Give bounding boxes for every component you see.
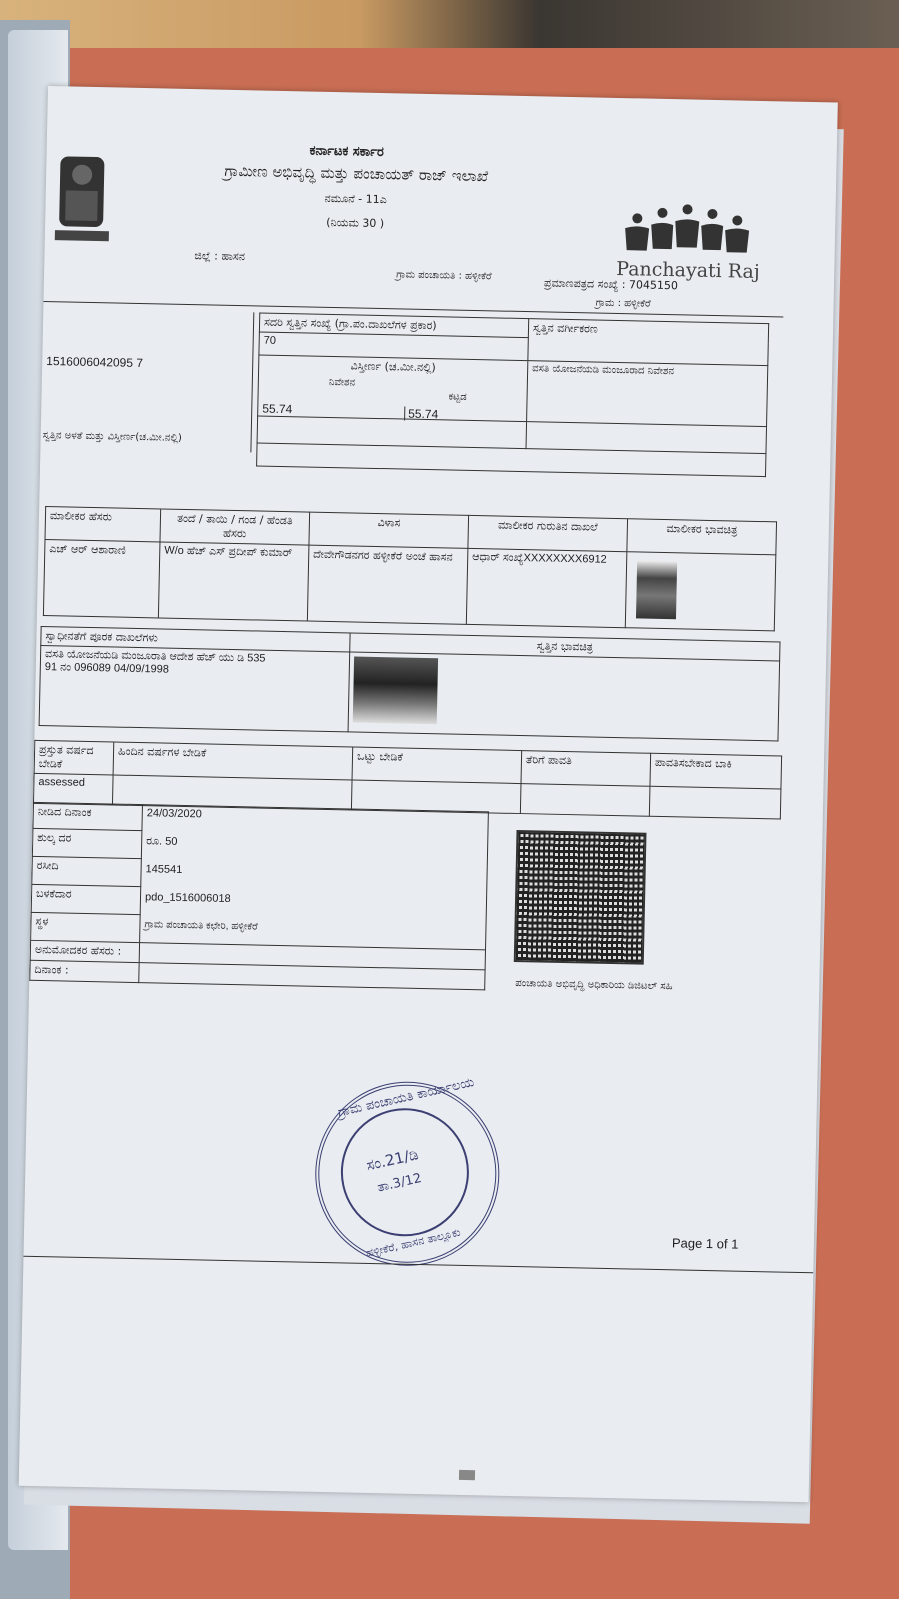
- owner-photo-cell: [625, 552, 776, 631]
- seal-number: ಸಂ.21/ಡಿ: [364, 1145, 421, 1175]
- owner-header-name: ಮಾಲೀಕರ ಹೆಸರು: [45, 507, 161, 542]
- owner-table: [43, 506, 777, 631]
- issue-receipt: 145541: [145, 863, 183, 876]
- owner-header-address: ವಿಳಾಸ: [309, 512, 469, 548]
- owner-relation: W/o ಹೆಚ್ ಎಸ್ ಪ್ರದೀಪ್ ಕುಮಾರ್: [158, 542, 309, 621]
- building-area: 55.74: [404, 407, 438, 422]
- issue-table: [29, 802, 489, 991]
- supporting-table: [39, 626, 781, 741]
- supporting-docs: [39, 645, 350, 731]
- site-area: 55.74: [262, 401, 293, 417]
- issue-values: [140, 805, 489, 950]
- village: ಗ್ರಾಮ : ಹಳ್ಳೀಕೆರೆ: [595, 297, 651, 310]
- owner-header-photo: ಮಾಲೀಕರ ಭಾವಚಿತ್ರ: [627, 519, 777, 555]
- dept-title: ಗ್ರಾಮೀಣ ಅಭಿವೃದ್ಧಿ ಮತ್ತು ಪಂಚಾಯತ್ ರಾಜ್ ಇಲಾಖೆ: [224, 161, 489, 186]
- property-type-label: ಸ್ವತ್ತಿನ ವರ್ಗೀಕರಣ: [528, 319, 769, 366]
- seal-top: ಗ್ರಾಮ ಪಂಚಾಯತಿ ಕಾರ್ಯಾಲಯ: [336, 1074, 476, 1121]
- office-seal: [297, 1064, 517, 1284]
- property-code: 1516006042095 7: [46, 354, 144, 371]
- karnataka-emblem-icon: [50, 146, 114, 257]
- owner-id-doc: ಆಧಾರ್ ಸಂಖ್ಯೆXXXXXXXX6912: [466, 548, 627, 627]
- issue-label-place: ಸ್ಥಳ: [31, 912, 141, 942]
- tax-header-total: ಒಟ್ಟು ಬೇಡಿಕೆ: [352, 747, 522, 784]
- owner-photo: [636, 560, 677, 619]
- rule-number: (ನಿಯಮ 30 ): [326, 215, 385, 231]
- left-labels: [40, 308, 254, 452]
- tax-header-previous: ಹಿಂದಿನ ವರ್ಷಗಳ ಬೇಡಿಕೆ: [113, 742, 353, 780]
- seal-bottom: ಹಳ್ಳೀಕೆರೆ, ಹಾಸನ ತಾಲ್ಲೂಕು: [364, 1225, 462, 1260]
- issue-label-receipt: ರಸೀದಿ: [32, 856, 142, 886]
- tax-header-current: ಪ್ರಸ್ತುತ ವರ್ಷದ ಬೇಡಿಕೆ: [34, 740, 114, 775]
- area-row-label: ಸ್ವತ್ತಿನ ಅಳತೆ ಮತ್ತು ವಿಸ್ತೀರ್ಣ(ಚ.ಮೀ.ನಲ್ಲಿ): [42, 429, 182, 444]
- tax-header-paid: ತೆರಿಗೆ ಪಾವತಿ: [521, 751, 651, 787]
- owner-header-id: ಮಾಲೀಕರ ಗುರುತಿನ ದಾಖಲೆ: [468, 515, 628, 551]
- issue-user: pdo_1516006018: [144, 891, 231, 906]
- supporting-line-1: ವಸತಿ ಯೋಜನೆಯಡಿ ಮಂಜೂರಾತಿ ಆದೇಶ ಹೆಚ್ ಯು ಡಿ 535: [44, 648, 266, 665]
- property-type-value: ವಸತಿ ಯೋಜನೆಯಡಿ ಮಂಜೂರಾದ ನಿವೇಶನ: [527, 361, 768, 427]
- building-label: ಕಟ್ಟಡ: [448, 391, 467, 403]
- property-id-value: 70: [259, 332, 528, 361]
- property-photo: [353, 657, 438, 725]
- issue-label-date: ನೀಡಿದ ದಿನಾಂಕ: [33, 802, 143, 830]
- owner-address: ದೇವೇಗೌಡನಗರ ಹಳ್ಳೀಕೆರೆ ಅಂಚೆ ಹಾಸನ: [307, 545, 468, 624]
- issue-label-approval-date: ದಿನಾಂಕ :: [30, 960, 139, 982]
- supporting-label: ಸ್ವಾಧೀನತೆಗೆ ಪೂರಕ ದಾಖಲೆಗಳು: [41, 626, 350, 651]
- issue-date: 24/03/2020: [146, 807, 202, 821]
- form-number: ನಮೂನೆ - 11ಎ: [324, 191, 387, 207]
- issue-fee: ರೂ. 50: [146, 835, 178, 848]
- property-photo-cell: [348, 652, 780, 741]
- owner-header-relation: ತಂದೆ / ತಾಯಿ / ಗಂಡ / ಹೆಂಡತಿ ಹೆಸರು: [160, 509, 310, 545]
- area-label: ವಿಸ್ತೀರ್ಣ (ಚ.ಮೀ.ನಲ್ಲಿ): [350, 359, 436, 375]
- seal-date: ತಾ.3/12: [376, 1170, 424, 1196]
- signature-caption: ಪಂಚಾಯತಿ ಅಭಿವೃದ್ಧಿ ಅಧಿಕಾರಿಯ ಡಿಜಿಟಲ್ ಸಹಿ: [515, 977, 673, 993]
- binding-clip: [459, 1470, 475, 1480]
- site-label: ನಿವೇಶನ: [328, 376, 356, 389]
- tax-first-cell: assessed: [33, 773, 113, 805]
- qr-code: [514, 830, 647, 965]
- issue-label-fee: ಶುಲ್ಕ ದರ: [32, 828, 142, 858]
- certificate-number: ಪ್ರಮಾಣಪತ್ರದ ಸಂಖ್ಯೆ : 7045150: [543, 276, 679, 293]
- logo-text: Panchayati Raj: [616, 257, 760, 283]
- tax-header-balance: ಪಾವತಿಸಬೇಕಾದ ಬಾಕಿ: [650, 753, 782, 789]
- issue-label-user: ಬಳಕೆದಾರ: [31, 884, 141, 914]
- supporting-line-2: 91 ನಂ 096089 04/09/1998: [44, 661, 170, 676]
- page-number: Page 1 of 1: [671, 1235, 739, 1252]
- certificate-sheet: [19, 86, 838, 1502]
- property-photo-label: ಸ್ವತ್ತಿನ ಭಾವಚಿತ್ರ: [350, 633, 780, 661]
- district: ಜಿಲ್ಲೆ : ಹಾಸನ: [194, 249, 246, 264]
- area-cell: [258, 355, 528, 422]
- property-table: [256, 312, 769, 477]
- gram-panchayat: ಗ್ರಾಮ ಪಂಚಾಯತಿ : ಹಳ್ಳೀಕೆರೆ: [396, 269, 492, 283]
- govt-title: ಕರ್ನಾಟಕ ಸರ್ಕಾರ: [309, 143, 384, 161]
- issue-label-approver: ಅನುಮೋದಕರ ಹೆಸರು :: [30, 940, 139, 962]
- owner-name: ಎಚ್ ಆರ್ ಆಶಾರಾಣಿ: [43, 540, 160, 618]
- issue-place: ಗ್ರಾಮ ಪಂಚಾಯತಿ ಕಛೇರಿ, ಹಳ್ಳೀಕೆರೆ: [144, 919, 258, 933]
- property-id-label: ಸದರಿ ಸ್ವತ್ತಿನ ಸಂಖ್ಯೆ (ಗ್ರಾ.ಪಂ.ದಾಖಲೆಗಳ ಪ್ರಕಾರ): [259, 313, 528, 338]
